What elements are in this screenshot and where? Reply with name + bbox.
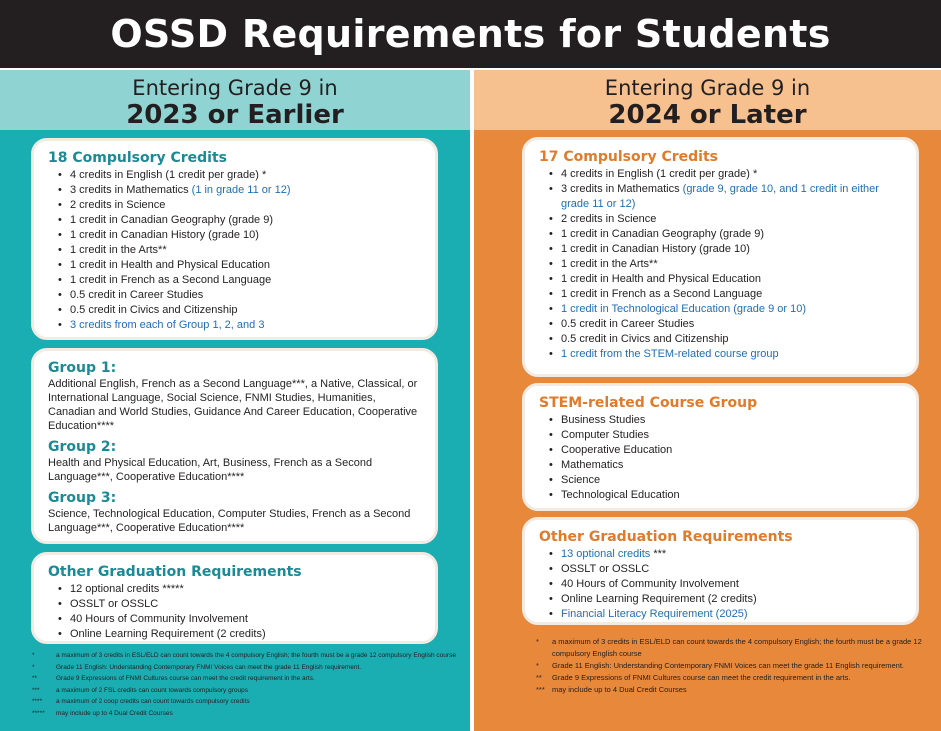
list-item [48,582,423,597]
footnote [32,650,462,662]
list-item-text: 3 credits in Mathematics [561,183,683,195]
footnote [32,662,462,674]
footnote-mark: *** [32,686,40,694]
list-item-text: 4 credits in English (1 credit per grade) * [70,169,267,181]
right-heading-line1: Entering Grade 9 in [604,76,811,100]
footnote [536,672,934,684]
list-item [48,243,423,258]
page-title: OSSD Requirements for Students [0,0,941,68]
left-footnotes [32,650,462,719]
list-item-text: 2 credits in Science [561,213,657,225]
list-item [539,272,904,287]
list-item-text: OSSLT or OSSLC [70,598,159,610]
footnote-text: a maximum of 2 coop credits can count towards compulsory credits [56,698,250,705]
right-footnotes [536,636,934,696]
footnote-text: Grade 9 Expressions of FNMI Cultures course can meet the credit requirement in the arts. [56,675,315,682]
list-item [48,612,423,627]
footnote-text: Grade 9 Expressions of FNMI Cultures course can meet the credit requirement in the arts. [552,673,851,682]
group3-title: Group 3: [48,490,117,506]
list-item [539,473,904,488]
group2-text: Health and Physical Education, Art, Business, French as a Second Language***, Cooperative Education**** [48,457,373,483]
right-compulsory-title: 17 Compulsory Credits [539,149,718,165]
list-item [539,592,904,607]
list-item-text: 1 credit in the Arts** [70,244,167,256]
right-column-heading [474,70,941,130]
list-item [539,332,904,347]
footnote-mark: **** [32,698,43,705]
list-item [539,577,904,592]
list-item [539,287,904,302]
list-item-text: 0.5 credit in Career Studies [561,318,695,330]
list-item [539,167,904,182]
list-item-highlight: Financial Literacy Requirement (2025) [561,608,748,620]
list-item-text: Technological Education [561,489,680,501]
list-item [539,458,904,473]
list-item [48,597,423,612]
footnote-text: Grade 11 English: Understanding Contemporary FNMI Voices can meet the grade 11 English requirement. [56,663,362,671]
footnote [32,696,462,708]
footnote-mark: * [536,661,539,670]
list-item-text: 12 optional credits ***** [70,583,184,595]
list-item-text: 1 credit in the Arts** [561,258,658,270]
right-other-card [522,517,919,625]
group3-text: Science, Technological Education, Computer Studies, French as a Second Language***, Cooperative Education**** [48,508,411,534]
list-item-text: 1 credit in Canadian Geography (grade 9) [70,214,274,226]
right-compulsory-card [522,137,919,377]
footnote [536,684,934,696]
list-item [48,318,423,333]
list-item-text: 40 Hours of Community Involvement [561,578,739,590]
list-item-text: 4 credits in English (1 credit per grade) * [561,168,758,180]
left-column [0,70,470,731]
list-item-text: Cooperative Education [561,444,673,456]
list-item-highlight: 3 credits from each of Group 1, 2, and 3 [70,319,265,331]
list-item-text: Computer Studies [561,429,650,441]
footnote-mark: * [32,663,35,671]
list-item-text: OSSLT or OSSLC [561,563,650,575]
right-compulsory-list [539,167,904,362]
footnote-mark: ***** [32,709,45,717]
list-item [48,228,423,243]
list-item [539,347,904,362]
right-column [474,70,941,731]
footnote-mark: ** [32,675,38,682]
list-item-highlight: (grade 9, grade 10, and 1 credit in either grade 11 or 12) [561,183,879,210]
list-item [539,607,904,622]
list-item-text: 40 Hours of Community Involvement [70,613,248,625]
list-item-text: 1 credit in Canadian History (grade 10) [561,243,750,255]
list-item [48,183,423,198]
left-heading-line1: Entering Grade 9 in [132,76,338,100]
footnote-text: a maximum of 3 credits in ESL/ELD can count towards the 4 compulsory English; the fourth must be a grade 12 compulsory English course [56,652,456,659]
list-item-highlight: 1 credit in Technological Education (grade 9 or 10) [561,303,807,315]
footnote [32,673,462,685]
list-item [48,627,423,642]
left-other-title: Other Graduation Requirements [48,564,302,580]
left-other-list [48,582,423,642]
list-item [539,488,904,503]
list-item-text: 2 credits in Science [70,199,166,211]
footnote-mark: * [32,652,35,659]
list-item-highlight: 1 credit from the STEM-related course group [561,348,779,360]
footnote-mark: ** [536,673,542,682]
list-item [539,562,904,577]
list-item-text: 1 credit in Health and Physical Education [70,259,270,271]
list-item-text: 1 credit in Canadian History (grade 10) [70,229,259,241]
left-compulsory-card [31,138,438,340]
list-item [48,273,423,288]
list-item [48,198,423,213]
footnote [536,660,934,672]
list-item [48,303,423,318]
list-item [539,413,904,428]
group1-text: Additional English, French as a Second Language***, a Native, Classical, or International Language, Social Science, FNMI Studies, Humanities, Canadian and World Studies, Guidance And Career Education, Cooperative Education**** [48,378,418,432]
list-item-text: 1 credit in Canadian Geography (grade 9) [561,228,765,240]
list-item [539,212,904,227]
list-item-text: Mathematics [561,459,624,471]
left-compulsory-title: 18 Compulsory Credits [48,150,227,166]
list-item-tail: *** [650,548,667,560]
left-compulsory-list [48,168,423,333]
left-column-heading [0,70,470,130]
list-item-text: 0.5 credit in Civics and Citizenship [70,304,238,316]
left-other-card [31,552,438,644]
stem-title: STEM-related Course Group [539,395,758,411]
list-item [539,428,904,443]
right-other-list [539,547,904,622]
list-item [539,242,904,257]
list-item [539,182,904,212]
list-item-highlight: (1 in grade 11 or 12) [191,184,291,196]
footnote-text: may include up to 4 Dual Credit Courses [56,709,173,717]
footnote-text: a maximum of 3 credits in ESL/ELD can count towards the 4 compulsory English; the fourth must be a grade 12 compulsory English course [552,637,922,658]
list-item-text: 0.5 credit in Career Studies [70,289,204,301]
list-item [539,227,904,242]
footnote-mark: * [536,637,539,646]
footnote [32,708,462,720]
list-item [539,302,904,317]
list-item-text: 1 credit in French as a Second Language [561,288,763,300]
footnote-text: may include up to 4 Dual Credit Courses [552,685,687,694]
footnote [536,636,934,660]
footnote-text: a maximum of 2 FSL credits can count towards compulsory groups [56,686,248,694]
list-item [48,258,423,273]
stem-list [539,413,904,503]
left-groups-card [31,348,438,544]
list-item [539,317,904,332]
list-item [539,257,904,272]
group2-title: Group 2: [48,439,117,455]
stem-card [522,383,919,511]
list-item [539,547,904,562]
list-item [48,168,423,183]
list-item [48,288,423,303]
footnote-text: Grade 11 English: Understanding Contemporary FNMI Voices can meet the grade 11 English requirement. [552,661,904,670]
list-item [539,443,904,458]
list-item-highlight: 13 optional credits [561,548,651,560]
list-item [48,213,423,228]
list-item-text: Online Learning Requirement (2 credits) [70,628,266,640]
list-item-text: 0.5 credit in Civics and Citizenship [561,333,729,345]
footnote [32,685,462,697]
right-other-title: Other Graduation Requirements [539,529,793,545]
group1-title: Group 1: [48,360,117,376]
list-item-text: 1 credit in French as a Second Language [70,274,272,286]
footnote-mark: *** [536,685,545,694]
list-item-text: Business Studies [561,414,646,426]
list-item-text: Online Learning Requirement (2 credits) [561,593,757,605]
right-heading-line2: 2024 or Later [608,100,807,130]
left-heading-line2: 2023 or Earlier [126,100,344,130]
list-item-text: Science [561,474,601,486]
list-item-text: 3 credits in Mathematics [70,184,192,196]
list-item-text: 1 credit in Health and Physical Education [561,273,761,285]
